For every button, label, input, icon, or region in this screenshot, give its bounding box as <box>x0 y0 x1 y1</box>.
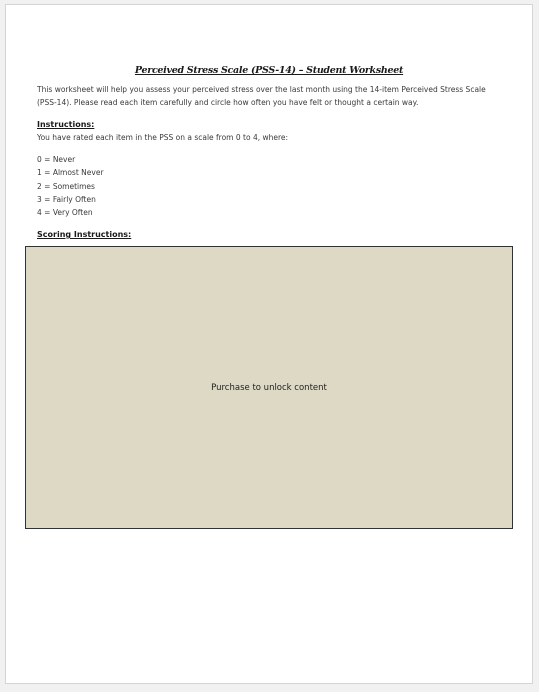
instructions-heading: Instructions: <box>37 120 95 129</box>
scoring-heading: Scoring Instructions: <box>37 230 132 239</box>
scale-item-1: 1 = Almost Never <box>37 168 104 177</box>
instructions-text: You have rated each item in the PSS on a scale from 0 to 4, where: <box>37 133 289 142</box>
document-page <box>5 4 533 684</box>
document-title: Perceived Stress Scale (PSS-14) – Student Worksheet <box>134 65 404 76</box>
intro-paragraph <box>37 83 497 109</box>
intro-line-2: (PSS-14). Please read each item carefully and circle how often you have felt or thought a certain way. <box>37 98 419 107</box>
scale-item-0: 0 = Never <box>37 155 76 164</box>
scale-item-2: 2 = Sometimes <box>37 182 95 191</box>
scale-item-3: 3 = Fairly Often <box>37 195 96 204</box>
scale-item-4: 4 = Very Often <box>37 208 93 217</box>
locked-content-message: Purchase to unlock content <box>211 382 327 393</box>
intro-line-1: This worksheet will help you assess your perceived stress over the last month using the 14-item Perceived Stress Scale <box>37 85 486 94</box>
locked-content-panel[interactable] <box>25 246 513 529</box>
